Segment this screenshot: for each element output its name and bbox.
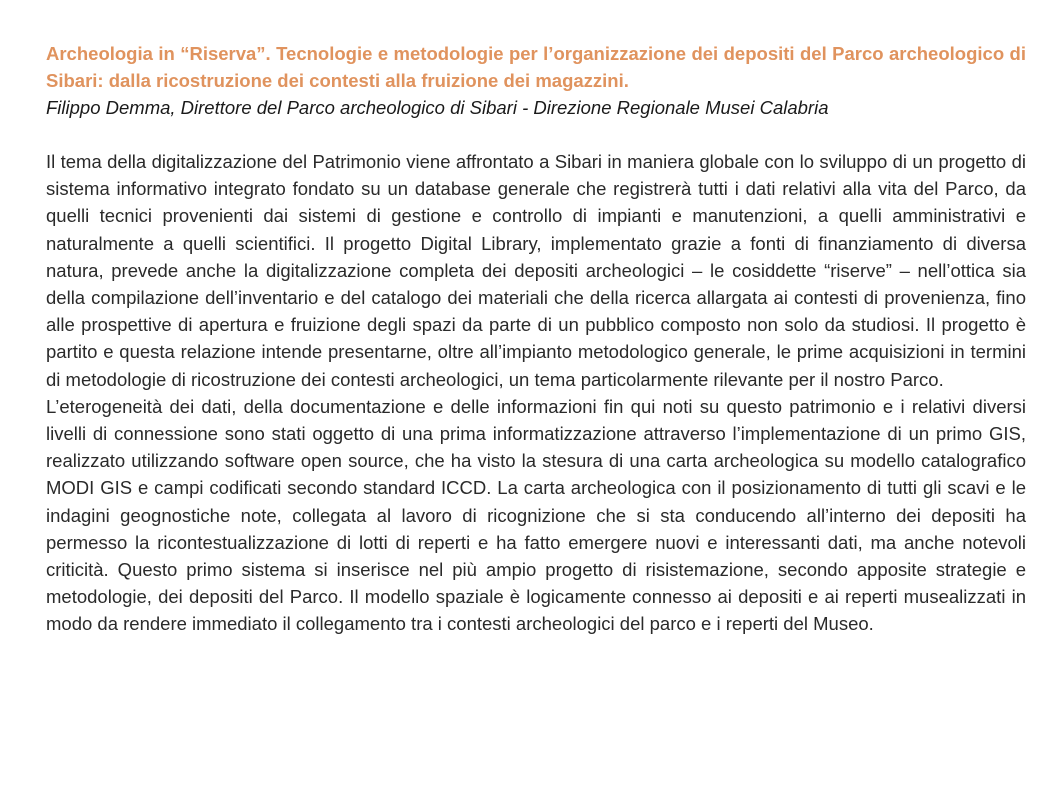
body-paragraph-1: Il tema della digitalizzazione del Patrimonio viene affrontato a Sibari in maniera globale con lo sviluppo di un progetto di sistema informativo integrato fondato su un database generale che registrerà tutti i dati relativi alla vita del Parco, da quelli tecnici provenienti dai sistemi di gestione e controllo di impianti e manutenzioni, a quelli amministrativi e naturalmente a quelli scientifici. Il progetto Digital Library, implementato grazie a fonti di finanziamento di diversa natura, prevede anche la digitalizzazione completa dei depositi archeologici – le cosiddette “riserve” – nell’ottica sia della compilazione dell’inventario e del catalogo dei materiali che della ricerca allargata ai contesti di provenienza, fino alle prospettive di apertura e fruizione degli spazi da parte di un pubblico composto non solo da studiosi. Il progetto è partito e questa relazione intende presentarne, oltre all’impianto metodologico generale, le prime acquisizioni in termini di metodologie di ricostruzione dei contesti archeologici, un tema particolarmente rilevante per il nostro Parco. — [46, 151, 1026, 390]
document-author: Filippo Demma, Direttore del Parco archeologico di Sibari - Direzione Regionale Musei Calabria — [46, 97, 829, 118]
body-paragraph-2: L’eterogeneità dei dati, della documentazione e delle informazioni fin qui noti su questo patrimonio e i relativi diversi livelli di connessione sono stati oggetto di una prima informatizzazione attraverso l’implementazione di un primo GIS, realizzato utilizzando software open source, che ha visto la stesura di una carta archeologica su modello catalografico MODI GIS e campi codificati secondo standard ICCD. La carta archeologica con il posizionamento di tutti gli scavi e le indagini geognostiche note, collegata al lavoro di ricognizione che si sta conducendo all’interno dei depositi ha permesso la ricontestualizzazione di lotti di reperti e ha fatto emergere nuovi e interessanti dati, ma anche notevoli criticità. Questo primo sistema si inserisce nel più ampio progetto di risistemazione, secondo apposite strategie e metodologie, dei depositi del Parco. Il modello spaziale è logicamente connesso ai depositi e ai reperti musealizzati in modo da rendere immediato il collegamento tra i contesti archeologici del parco e i reperti del Museo. — [46, 395, 1026, 635]
document-title: Archeologia in “Riserva”. Tecnologie e metodologie per l’organizzazione dei depositi del Parco archeologico di Sibari: dalla ricostruzione dei contesti alla fruizione dei magazzini. — [46, 43, 1026, 91]
document-page — [46, 40, 1026, 638]
